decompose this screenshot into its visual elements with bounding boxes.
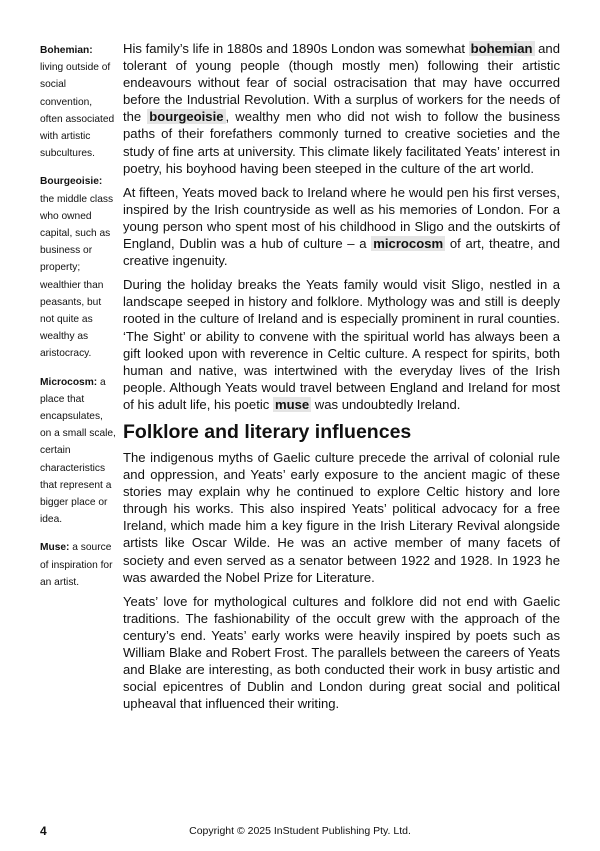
- highlighted-term-bourgeoisie: bourgeoisie: [149, 109, 224, 125]
- section-heading: Folklore and literary influences: [123, 420, 412, 443]
- glossary-term: Muse:: [40, 542, 70, 554]
- highlighted-term-bohemian: bohemian: [470, 41, 533, 56]
- glossary-term: Microcosm:: [40, 376, 98, 388]
- highlighted-term-muse: muse: [274, 396, 310, 412]
- page-number: 4: [40, 824, 47, 838]
- paragraph-1: [123, 40, 560, 177]
- paragraph-3: [123, 276, 560, 413]
- text-run: At fifteen, Yeats moved back to Ireland where he would pen his first verses, inspired by the Irish countryside as well as his memories of London. For a young person who spent most of his childhood in Sligo and the outskirts of England, Dublin was a hub of culture – a: [123, 184, 560, 252]
- glossary-definition: the middle class who owned capital, such as business or property; wealthier than peasants, but not quite as wealthy as aristocracy.: [40, 193, 114, 360]
- paragraph-4: The indigenous myths of Gaelic culture precede the arrival of colonial rule and oppression, and Yeats’ early exposure to the ancient magic of these stories may explain why he continued to explore Celtic history and lore through his works. This also inspired Yeats’ political advocacy for a free Ireland, which made him a key figure in the Irish Literary Revival alongside artists like Oscar Wilde. He was an active member of many facets of society and even served as a senator between 1922 and 1928. In 1923 he was awarded the Nobel Prize for Literature.: [123, 449, 560, 585]
- glossary-entry-microcosm: [40, 374, 116, 529]
- text-run: , wealthy men who did not wish to follow the business paths of their forefathers commonly turned to creative societies and the study of fine arts at university. This climate likely facilitated Yeats’ interest in poetry, his boyhood having been steeped in the culture of the art world.: [123, 109, 560, 176]
- glossary-term: Bohemian:: [40, 45, 93, 56]
- text-run: of art, theatre, and creative ingenuity.: [123, 236, 561, 269]
- glossary-definition: a source of inspiration for an artist.: [40, 542, 113, 588]
- main-text: [123, 40, 560, 719]
- glossary-entry-muse: [40, 539, 116, 591]
- text-run: was undoubtedly Ireland.: [311, 396, 461, 412]
- text-run: and tolerant of young people (though mostly men) following their artistic endeavours without fear of social ostracisation that may have occurred before the Industrial Revolution. With a surplus of workers for the needs of the: [123, 41, 561, 125]
- glossary-entry-bourgeoisie: [40, 173, 116, 362]
- paragraph-5: Yeats’ love for mythological cultures and folklore did not end with Gaelic traditions. The fashionability of the occult grew with the approach of the century’s end. Yeats’ early works were heavily inspired by poets such as William Blake and Robert Frost. The parallels between the careers of Yeats and Blake are interesting, as both conducted their work in busy artistic and social epicentres of Dublin and London during great social and political upheaval that influenced their writing.: [123, 593, 560, 712]
- glossary-term: Bourgeoisie:: [40, 176, 103, 188]
- paragraph-2: [123, 184, 560, 269]
- glossary-definition: a place that encapsulates, on a small scale, certain characteristics that represent a bigger place or idea.: [40, 376, 116, 526]
- highlighted-term-microcosm: microcosm: [373, 236, 444, 252]
- copyright-notice: Copyright © 2025 InStudent Publishing Pty. Ltd.: [189, 825, 411, 837]
- glossary-sidebar: [40, 42, 116, 602]
- glossary-definition: living outside of social convention, often associated with artistic subcultures.: [40, 62, 115, 160]
- text-run: During the holiday breaks the Yeats family would visit Sligo, nestled in a landscape seeped in history and folklore. Mythology was and still is deeply rooted in the culture of Ireland and is especially prominent in rural counties. ‘The Sight’ or ability to convene with the spiritual world has always been a gift looked upon with reverence in Celtic culture. A respect for spirits, both human and native, was intertwined with the everyday lives of the Irish people. Although Yeats would travel between England and Ireland for most of his adult life, his poetic: [123, 277, 560, 412]
- text-run: His family’s life in 1880s and 1890s London was somewhat: [123, 41, 469, 56]
- glossary-entry-bohemian: [40, 42, 116, 162]
